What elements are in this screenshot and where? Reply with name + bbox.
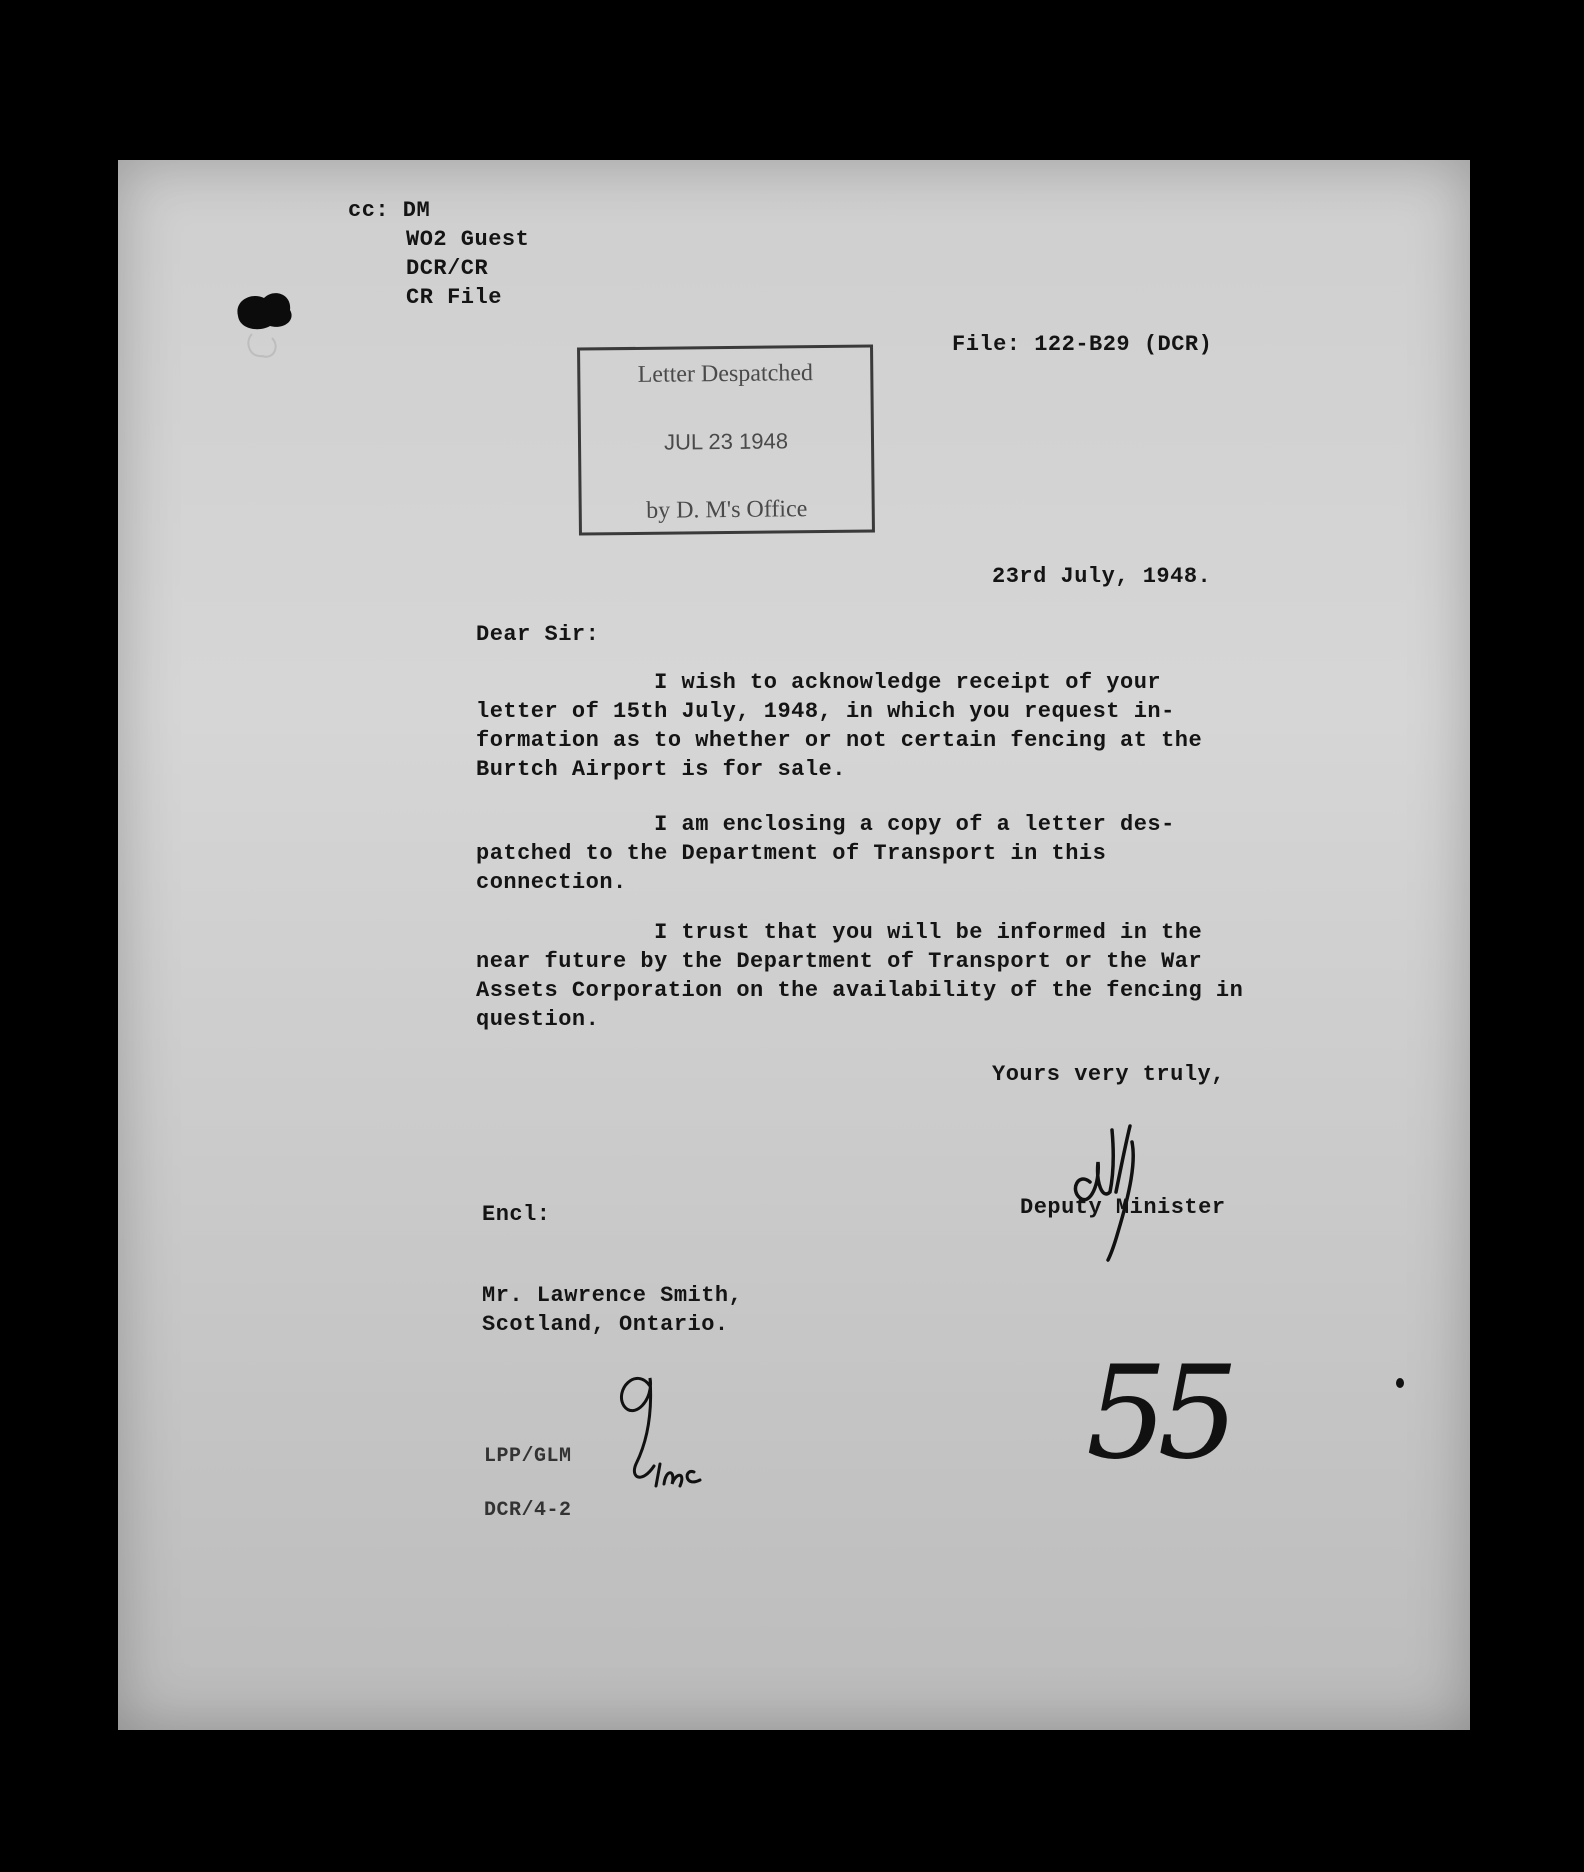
salutation: Dear Sir: [476,622,600,647]
handwritten-initials [610,1346,740,1506]
typist-initials: LPP/GLM [484,1445,572,1468]
page-number-text: 55 [1086,1339,1229,1488]
speck-mark [1396,1378,1404,1388]
addressee-line: Scotland, Ontario. [482,1312,729,1337]
paragraph-line: Burtch Airport is for sale. [476,757,846,782]
despatched-stamp [577,344,875,535]
page-number-handwritten [1086,1339,1229,1488]
cc-block [348,196,529,312]
file-reference: File: 122-B29 (DCR) [952,332,1213,357]
paragraph-line: formation as to whether or not certain fencing at the [476,728,1203,753]
cc-label: cc: DM [348,198,431,223]
paragraph-line: Assets Corporation on the availability of the fencing in [476,978,1244,1003]
body-paragraph [476,918,1243,1034]
signature-scribble [1060,1122,1150,1262]
body-paragraph [476,668,1202,784]
addressee-block [482,1281,742,1339]
paragraph-line: letter of 15th July, 1948, in which you request in- [476,699,1175,724]
closing: Yours very truly, [992,1062,1225,1087]
stamp-office: by D. M's Office [645,496,808,524]
paragraph-line: I trust that you will be informed in the [476,920,1203,945]
cc-item: CR File [406,285,502,310]
paragraph-line: question. [476,1007,600,1032]
enclosure-note: Encl: [482,1202,551,1227]
file-code: DCR/4-2 [484,1499,572,1522]
stamp-date: JUL 23 1948 [663,428,789,455]
paragraph-line: I wish to acknowledge receipt of your [476,670,1162,695]
cc-item: DCR/CR [406,256,489,281]
paragraph-line: near future by the Department of Transport or the War [476,949,1203,974]
body-paragraph [476,810,1175,897]
addressee-line: Mr. Lawrence Smith, [482,1283,743,1308]
letter-date: 23rd July, 1948. [992,564,1212,589]
signer-title: Deputy Minister [1020,1195,1226,1220]
cc-item: WO2 Guest [406,227,530,252]
reference-initials [484,1430,572,1538]
paragraph-line: I am enclosing a copy of a letter des- [476,812,1175,837]
paragraph-line: patched to the Department of Transport in this [476,841,1107,866]
paragraph-line: connection. [476,870,627,895]
stamp-title: Letter Despatched [637,360,814,388]
ink-blot-mark [230,286,300,376]
